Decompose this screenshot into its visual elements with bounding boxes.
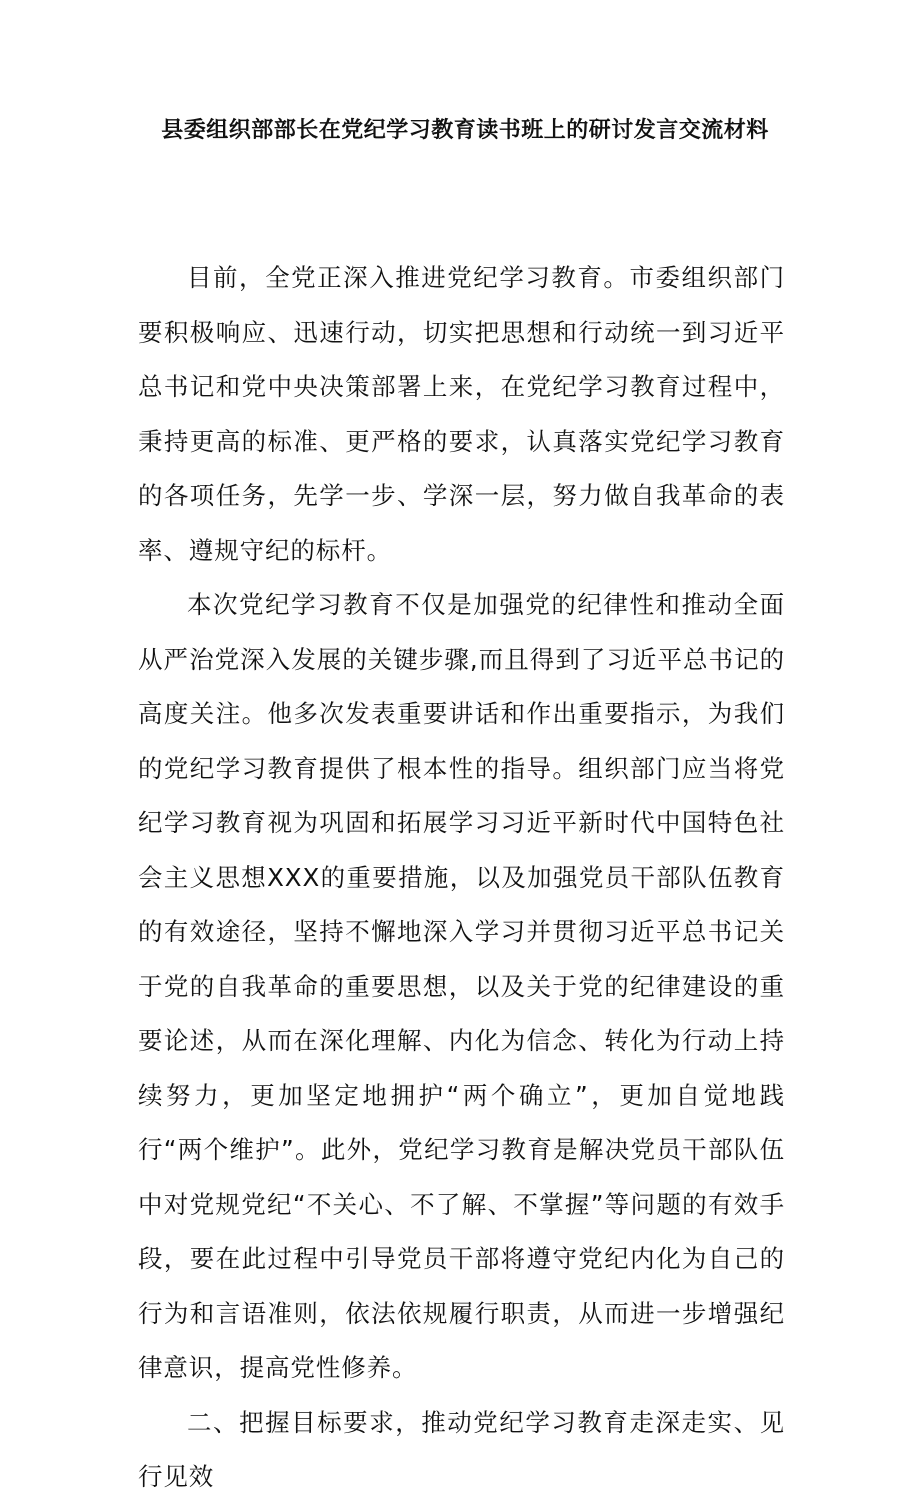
- document-title: 县委组织部部长在党纪学习教育读书班上的研讨发言交流材料: [161, 117, 769, 143]
- paragraph-intro: 目前，全党正深入推进党纪学习教育。市委组织部门要积极响应、迅速行动，切实把思想和行动统一到习近平总书记和党中央决策部署上来，在党纪学习教育过程中，秉持更高的标准、更严格的要求，认真落实党纪学习教育的各项任务，先学一步、学深一层，努力做自我革命的表率、遵规守纪的标杆。: [138, 263, 785, 565]
- paragraph-main: 本次党纪学习教育不仅是加强党的纪律性和推动全面从严治党深入发展的关键步骤,而且得到了习近平总书记的高度关注。他多次发表重要讲话和作出重要指示，为我们的党纪学习教育提供了根本性的指导。组织部门应当将党纪学习教育视为巩固和拓展学习习近平新时代中国特色社会主义思想XXX的重要措施，以及加强党员干部队伍教育的有效途径，坚持不懈地深入学习并贯彻习近平总书记关于党的自我革命的重要思想，以及关于党的纪律建设的重要论述，从而在深化理解、内化为信念、转化为行动上持续努力，更加坚定地拥护“两个确立”，更加自觉地践行“两个维护”。此外，党纪学习教育是解决党员干部队伍中对党规党纪“不关心、不了解、不掌握”等问题的有效手段，要在此过程中引导党员干部将遵守党纪内化为自己的行为和言语准则，依法依规履行职责，从而进一步增强纪律意识，提高党性修养。: [138, 590, 785, 1382]
- document-body: [138, 251, 785, 1505]
- section-heading-two: 二、把握目标要求，推动党纪学习教育走深走实、见行见效: [138, 1407, 785, 1491]
